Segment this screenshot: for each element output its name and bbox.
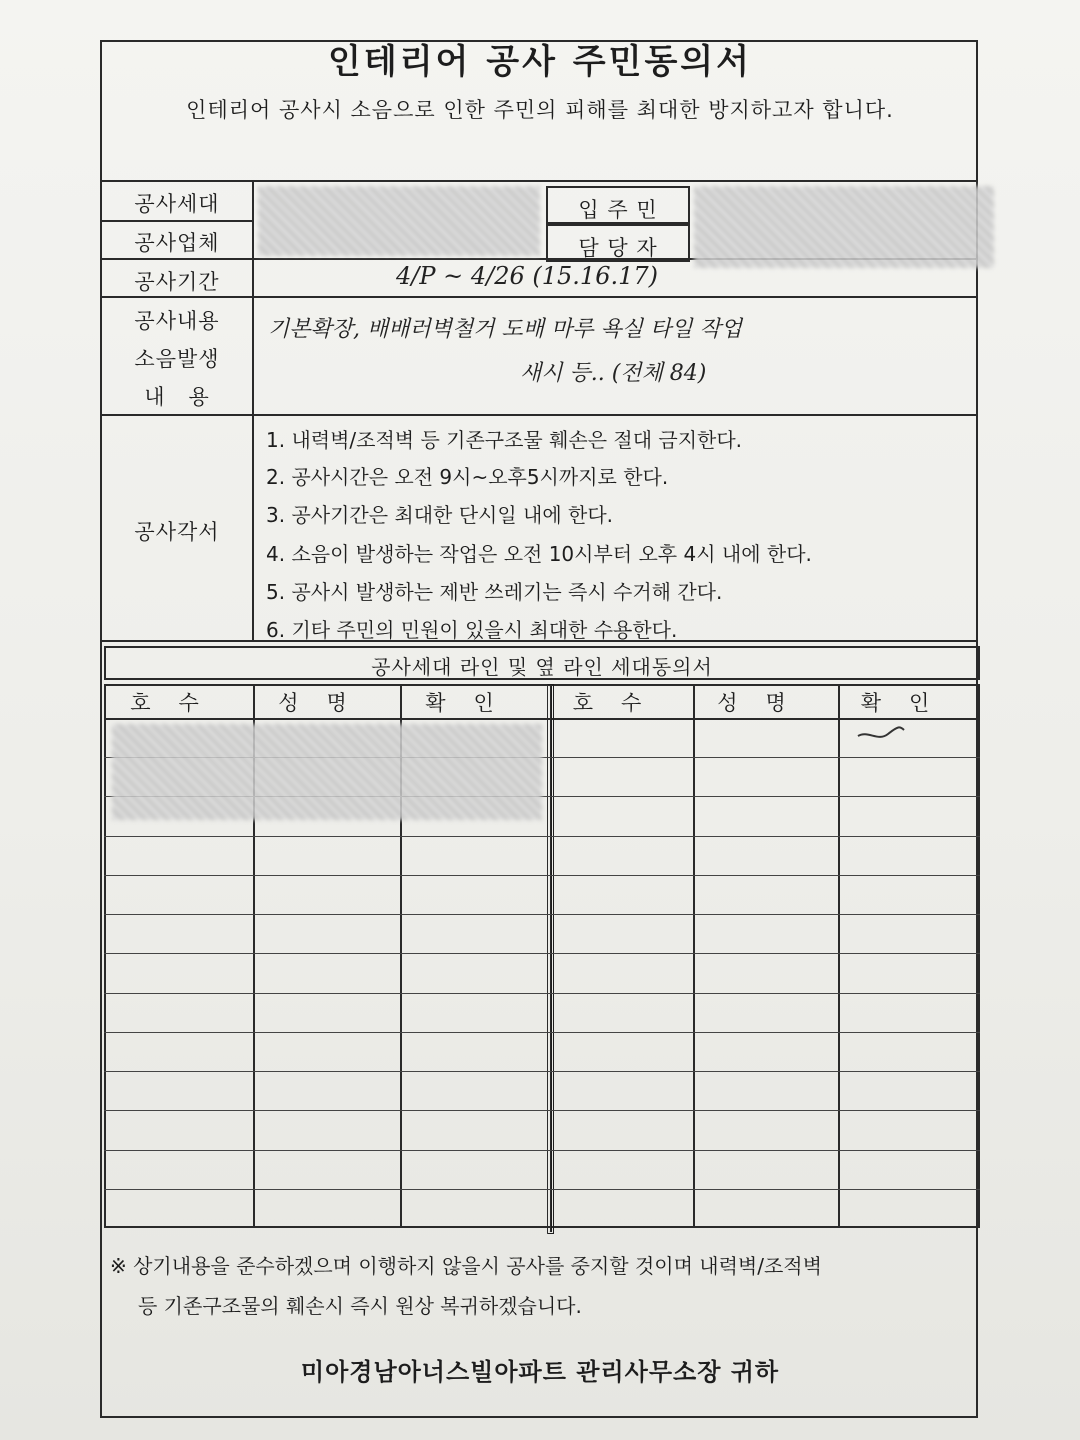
info-top-border: [100, 180, 978, 182]
consent-row-line: [104, 1032, 980, 1033]
info-row-divider: [100, 296, 978, 298]
company-label: 공사업체: [134, 231, 220, 255]
consent-col-divider: [838, 684, 840, 1228]
pledge-rule-6: 6. 기타 주민의 민원이 있을시 최대한 수용한다.: [266, 618, 678, 642]
content-value-1: 기본확장, 배배러벽철거 도배 마루 욕실 타일 작업: [268, 317, 742, 342]
consent-row-line: [104, 836, 980, 837]
resident-label: 입 주 민: [578, 198, 658, 222]
pledge-rule-3: 3. 공사기간은 최대한 단시일 내에 한다.: [266, 503, 614, 527]
info-row-divider: [100, 220, 252, 222]
consent-row-line: [104, 1110, 980, 1111]
household-label: 공사세대: [134, 192, 220, 216]
notice-line-1: ※ 상기내용을 준수하겠으며 이행하지 않을시 공사를 중지할 것이며 내력벽/조적벽: [110, 1254, 822, 1278]
redacted-resident-info: [694, 186, 994, 268]
header-unit-2: 호수: [572, 691, 670, 715]
consent-row-line: [104, 875, 980, 876]
consent-row-line: [104, 1150, 980, 1151]
header-unit-1: 호수: [130, 691, 227, 715]
consent-row-line: [104, 914, 980, 915]
content-label-1: 공사내용: [134, 309, 220, 333]
period-value: 4/P ~ 4/26 (15.16.17): [396, 262, 658, 290]
consent-row-line: [104, 1071, 980, 1072]
pledge-rule-5: 5. 공사시 발생하는 제반 쓰레기는 즉시 수거해 간다.: [266, 580, 723, 604]
header-name-2: 성명: [717, 691, 814, 715]
consent-row-line: [104, 953, 980, 954]
content-label-3: 내 용: [144, 385, 210, 409]
content-value-2: 새시 등.. (전체 84): [520, 361, 707, 386]
period-label: 공사기간: [134, 270, 220, 294]
content-label-2: 소음발생: [134, 347, 220, 371]
consent-row-line: [104, 1189, 980, 1190]
form-subtitle: 인테리어 공사시 소음으로 인한 주민의 피해를 최대한 방지하고자 합니다.: [186, 98, 894, 122]
signature-mark: [856, 720, 906, 744]
header-confirm-2: 확인: [860, 691, 958, 715]
consent-col-divider: [693, 684, 695, 1228]
redacted-consent-entries: [112, 724, 542, 820]
consent-center-divider: [547, 684, 554, 1234]
label-column-divider: [252, 180, 254, 640]
header-confirm-1: 확인: [425, 691, 522, 715]
notice-line-2: 등 기존구조물의 훼손시 즉시 원상 복귀하겠습니다.: [138, 1294, 582, 1318]
header-name-1: 성명: [278, 691, 375, 715]
pledge-rule-1: 1. 내력벽/조적벽 등 기존구조물 훼손은 절대 금지한다.: [266, 428, 743, 452]
pledge-label: 공사각서: [134, 520, 220, 544]
consent-row-line: [104, 993, 980, 994]
pledge-rule-4: 4. 소음이 발생하는 작업은 오전 10시부터 오후 4시 내에 한다.: [266, 542, 812, 566]
manager-label: 담 당 자: [578, 236, 658, 260]
info-row-divider: [100, 414, 978, 416]
redacted-household-info: [258, 186, 540, 256]
form-title: 인테리어 공사 주민동의서: [328, 42, 752, 82]
footer-addressee: 미아경남아너스빌아파트 관리사무소장 귀하: [300, 1358, 780, 1386]
pledge-rule-2: 2. 공사시간은 오전 9시~오후5시까지로 한다.: [266, 465, 669, 489]
consent-header-divider: [104, 718, 980, 720]
consent-title: 공사세대 라인 및 옆 라인 세대동의서: [371, 655, 713, 679]
